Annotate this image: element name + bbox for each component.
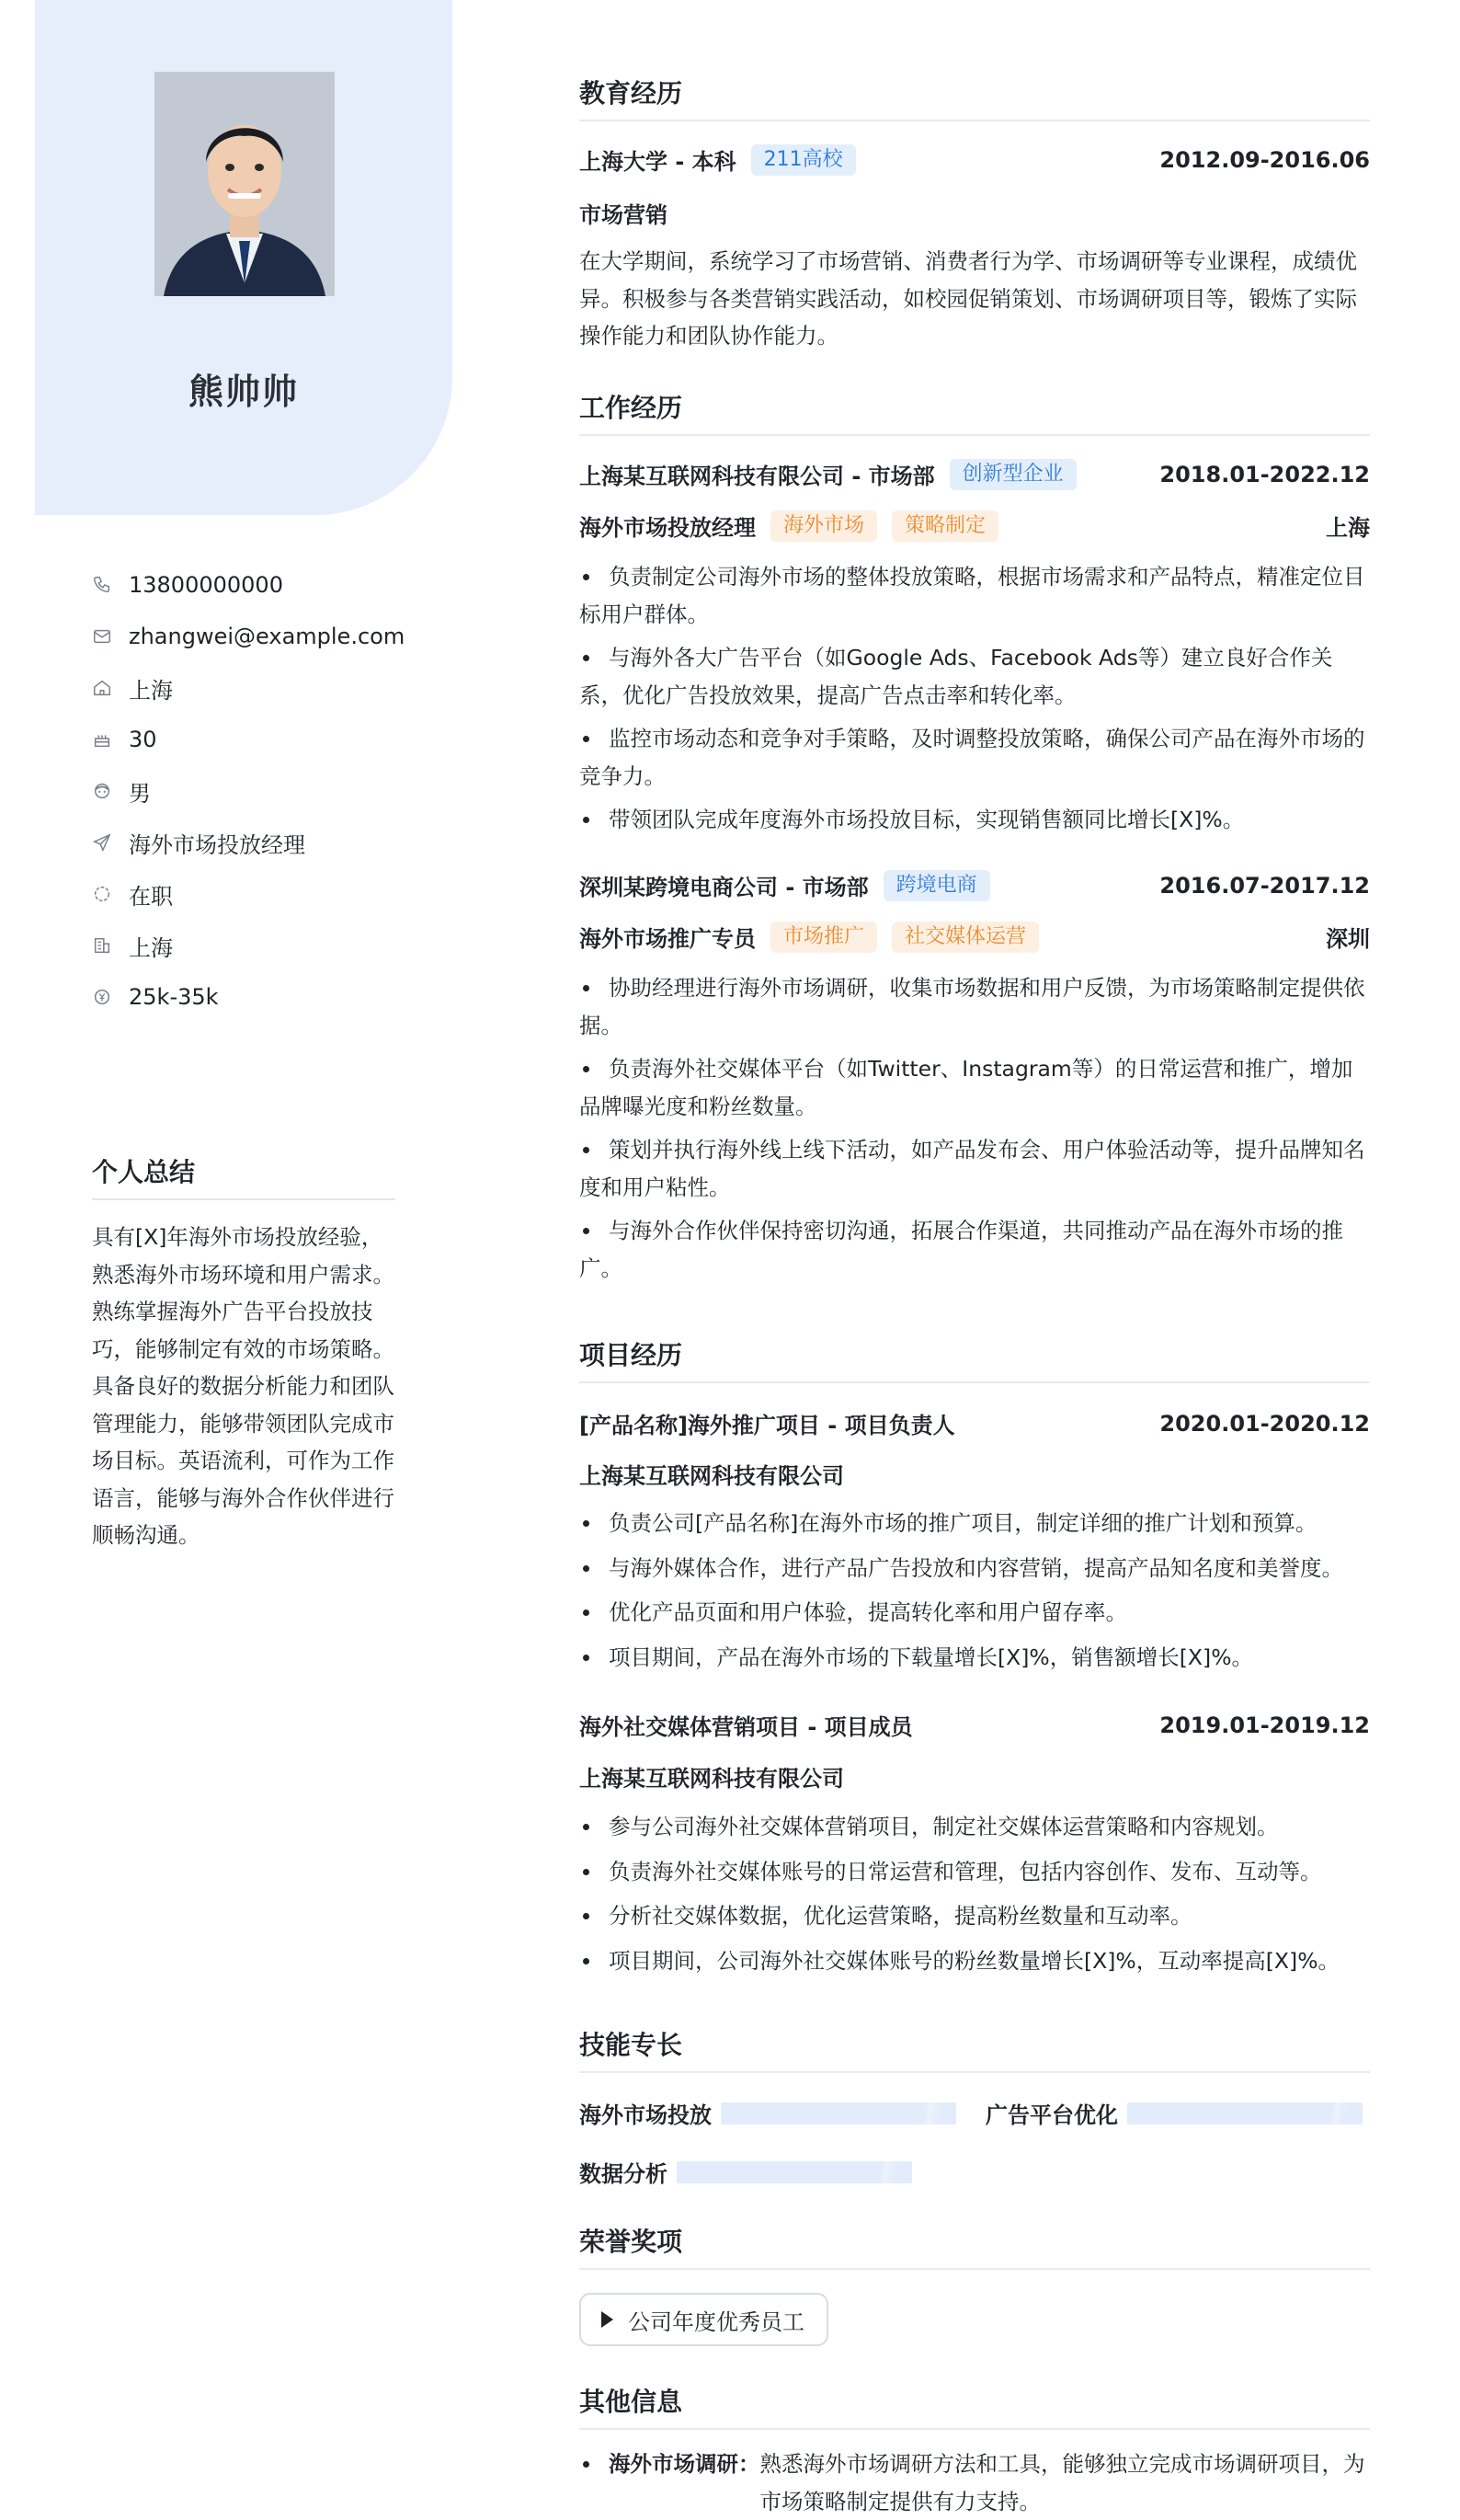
duty-item: 与海外合作伙伴保持密切沟通，拓展合作渠道，共同推动产品在海外市场的推广。 [579,1212,1370,1287]
skill-name: 广告平台优化 [986,2102,1118,2128]
send-icon [92,832,112,853]
job-duties [579,558,1370,845]
job-duties [579,969,1370,1293]
skill-item [579,2097,956,2129]
job-period: 2018.01-2022.12 [1159,461,1370,487]
education-section-title: 教育经历 [579,74,1370,121]
project-point: 负责海外社交媒体账号的日常运营和管理，包括内容创作、发布、互动等。 [579,1853,1370,1891]
school-name: 上海大学 - 本科 [579,149,736,175]
play-triangle-icon [601,2311,613,2328]
project-points [579,1505,1370,1683]
project-point: 项目期间，产品在海外市场的下载量增长[X]%，销售额增长[X]%。 [579,1639,1370,1677]
project-header [579,1407,1370,1439]
project-company: 上海某互联网科技有限公司 [579,1766,844,1792]
home-icon [92,678,112,698]
summary-text: 具有[X]年海外市场投放经验，熟悉海外市场环境和用户需求。熟练掌握海外广告平台投放技巧，能够制定有效的市场策略。具备良好的数据分析能力和团队管理能力，能够带领团队完成市场目标。英语流利，可作为工作语言，能够与海外合作伙伴进行顺畅沟通。 [92,1224,394,1548]
contact-item-gender [92,765,405,817]
job-header [579,458,1370,490]
skill-level-bar [677,2161,912,2183]
project-point: 分析社交媒体数据，优化运营策略，提高粉丝数量和互动率。 [579,1897,1370,1935]
project-company-row [579,1458,1370,1490]
summary-title: 个人总结 [92,1152,395,1200]
role-tag: 社交媒体运营 [892,922,1039,953]
duty-item: 监控市场动态和竞争对手策略，及时调整投放策略，确保公司产品在海外市场的竞争力。 [579,720,1370,795]
work-section-title: 工作经历 [579,388,1370,436]
education-description: 在大学期间，系统学习了市场营销、消费者行为学、市场调研等专业课程，成绩优异。积极参与各类营销实践活动，如校园促销策划、市场调研项目等，锻炼了实际操作能力和团队协作能力。 [579,248,1357,349]
contact-value: 男 [129,780,151,807]
contact-value: 上海 [129,677,173,704]
job-city: 深圳 [1326,926,1370,952]
skill-item [986,2097,1363,2129]
project-period: 2020.01-2020.12 [1159,1410,1370,1437]
contact-value: 海外市场投放经理 [129,831,305,858]
duty-item: 与海外各大广告平台（如Google Ads、Facebook Ads等）建立良好合作关系，优化广告投放效果，提高广告点击率和转化率。 [579,639,1370,714]
job-header [579,869,1370,901]
avatar [154,72,335,296]
project-name: [产品名称]海外推广项目 - 项目负责人 [579,1413,955,1438]
skill-name: 数据分析 [579,2161,667,2187]
duty-item: 带领团队完成年度海外市场投放目标，实现销售额同比增长[X]%。 [579,801,1370,839]
job-period: 2016.07-2017.12 [1159,872,1370,899]
job-role-row [579,510,1370,542]
skill-level-bar [721,2102,956,2125]
education-period: 2012.09-2016.06 [1159,146,1370,173]
skill-item [579,2156,912,2188]
bullet-dot [579,2446,609,2520]
honor-toggle-button[interactable] [579,2293,828,2346]
project-period: 2019.01-2019.12 [1159,1712,1370,1738]
contact-value: zhangwei@example.com [129,624,405,649]
cake-icon [92,729,112,750]
duty-item: 负责海外社交媒体平台（如Twitter、Instagram等）的日常运营和推广，增加品牌曝光度和粉丝数量。 [579,1050,1370,1125]
contact-item-location [92,662,405,714]
other-section-title: 其他信息 [579,2382,1370,2430]
project-point: 与海外媒体合作，进行产品广告投放和内容营销，提高产品知名度和美誉度。 [579,1550,1370,1587]
status-icon [92,884,112,904]
honor-label: 公司年度优秀员工 [628,2308,804,2335]
project-point: 优化产品页面和用户体验，提高转化率和用户留存率。 [579,1594,1370,1632]
role-tag: 市场推广 [770,922,877,953]
honors-section-title: 荣誉奖项 [579,2222,1370,2270]
duty-item: 策划并执行海外线上线下活动，如产品发布会、用户体验活动等，提升品牌知名度和用户粘性。 [579,1131,1370,1206]
mail-icon [92,626,112,647]
education-major: 市场营销 [579,202,667,228]
project-point: 参与公司海外社交媒体营销项目，制定社交媒体运营策略和内容规划。 [579,1808,1370,1846]
other-info-value: 熟悉海外市场调研方法和工具，能够独立完成市场调研项目，为市场策略制定提供有力支持。 [759,2451,1365,2514]
contact-value: 13800000000 [129,572,283,598]
skills-section-title: 技能专长 [579,2025,1370,2073]
role-tag: 海外市场 [770,510,877,542]
job-city: 上海 [1326,515,1370,541]
contact-value: 在职 [129,883,173,910]
project-name: 海外社交媒体营销项目 - 项目成员 [579,1714,913,1740]
contact-item-position [92,817,405,868]
job-company: 上海某互联网科技有限公司 - 市场部 [579,464,935,489]
project-points [579,1808,1370,1987]
contact-item-age [92,714,405,765]
company-tag: 创新型企业 [950,459,1077,490]
role-tag: 策略制定 [892,510,998,542]
other-info-key: 海外市场调研： [609,2451,760,2477]
contact-item-phone [92,559,405,611]
building-icon [92,935,112,956]
contact-item-target-city [92,920,405,971]
education-major-row [579,197,1370,229]
contact-item-status [92,868,405,920]
gender-icon [92,781,112,801]
contact-item-email [92,611,405,662]
contact-list [92,559,405,1023]
school-tag: 211高校 [751,144,856,176]
project-company-row [579,1760,1370,1793]
job-role-row [579,921,1370,953]
phone-icon [92,575,112,595]
job-company: 深圳某跨境电商公司 - 市场部 [579,875,869,900]
contact-value: 上海 [129,934,173,961]
project-point: 负责公司[产品名称]在海外市场的推广项目，制定详细的推广计划和预算。 [579,1505,1370,1542]
duty-item: 协助经理进行海外市场调研，收集市场数据和用户反馈，为市场策略制定提供依据。 [579,969,1370,1044]
project-point: 项目期间，公司海外社交媒体账号的粉丝数量增长[X]%，互动率提高[X]%。 [579,1942,1370,1980]
job-role: 海外市场推广专员 [579,926,756,952]
education-header [579,143,1370,176]
contact-item-salary [92,971,405,1023]
contact-value: 30 [129,727,157,752]
profile-name: 熊帅帅 [188,372,299,412]
project-header [579,1709,1370,1741]
skill-level-bar [1127,2102,1363,2125]
duty-item: 负责制定公司海外市场的整体投放策略，根据市场需求和产品特点，精准定位目标用户群体。 [579,558,1370,633]
company-tag: 跨境电商 [884,870,990,901]
job-role: 海外市场投放经理 [579,515,756,541]
skill-name: 海外市场投放 [579,2102,712,2128]
projects-section-title: 项目经历 [579,1335,1370,1383]
salary-icon [92,987,112,1007]
project-company: 上海某互联网科技有限公司 [579,1463,844,1489]
other-info-item [579,2446,1370,2520]
contact-value: 25k-35k [129,984,219,1010]
